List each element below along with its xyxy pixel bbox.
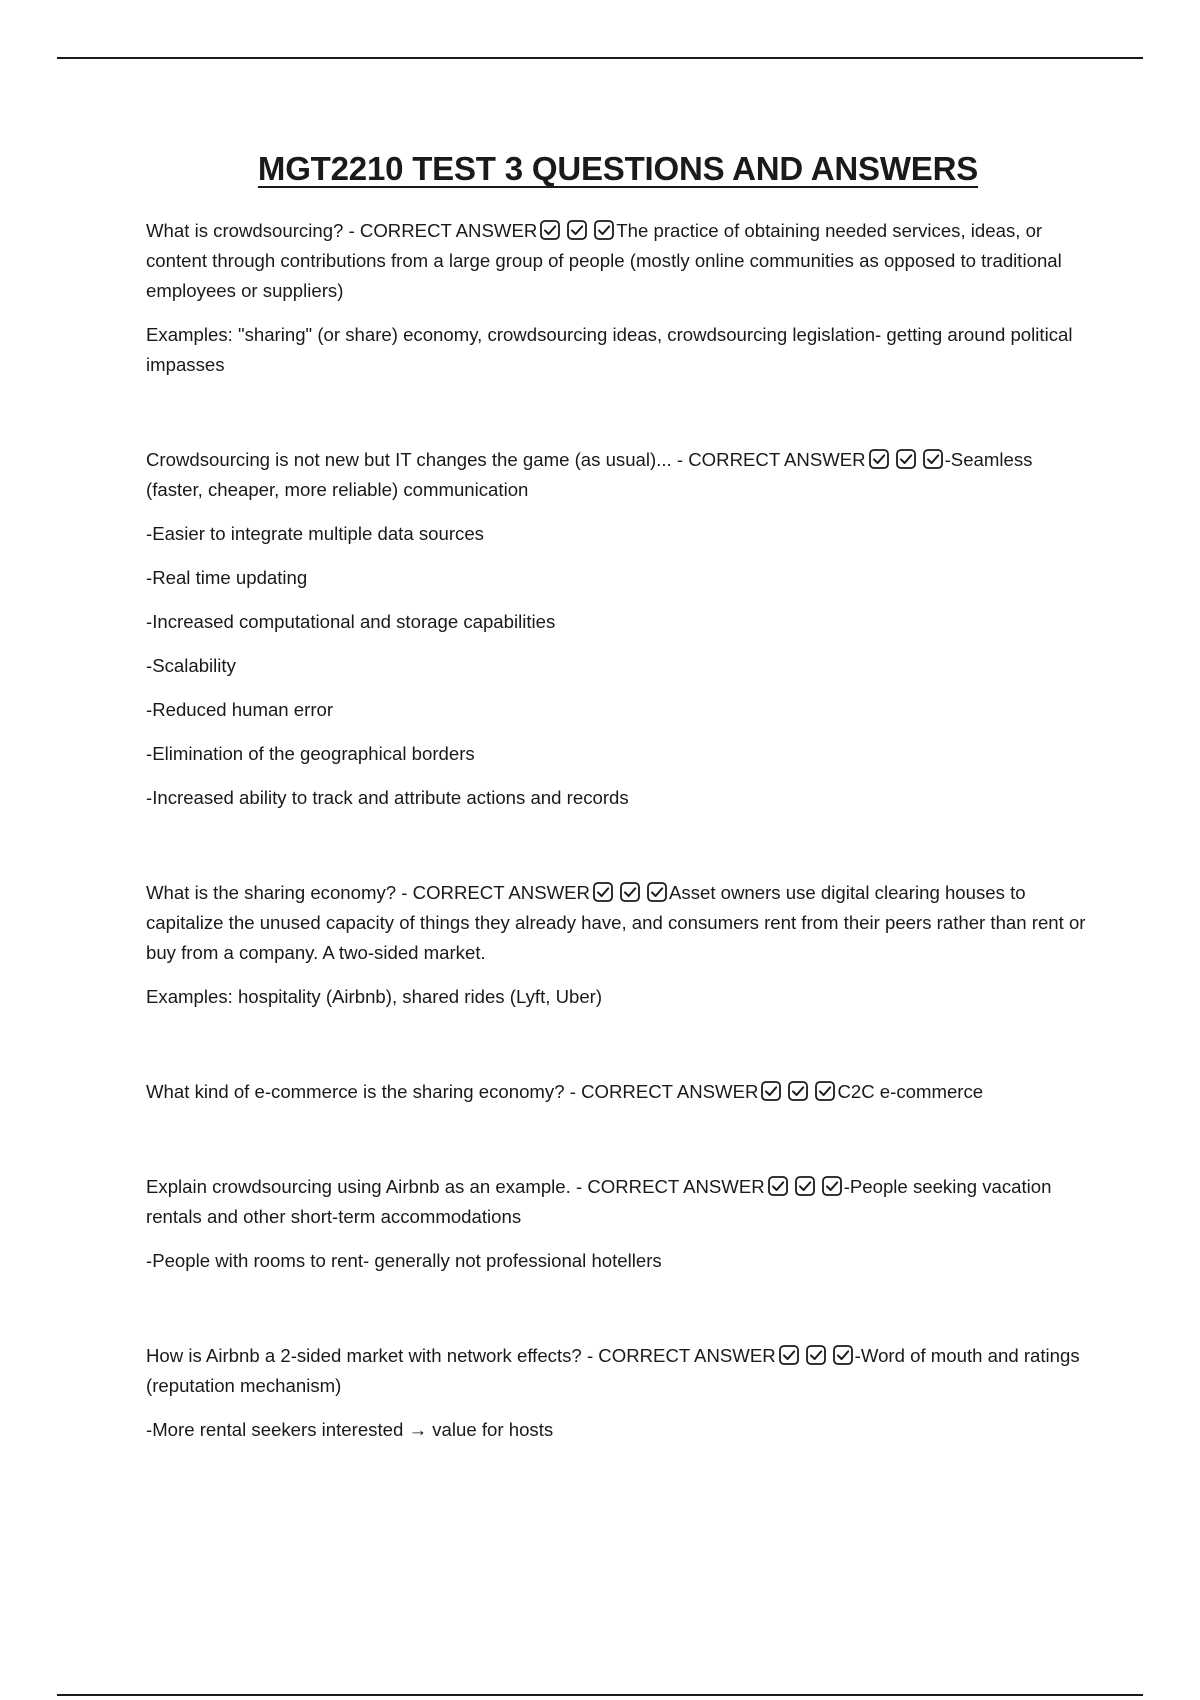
checkbox-checked-icon	[833, 1345, 853, 1365]
qa-item	[146, 1172, 1092, 1276]
checkbox-checked-icon	[806, 1345, 826, 1365]
check-marks	[761, 1081, 835, 1101]
qa-item	[146, 878, 1092, 1012]
checkbox-checked-icon	[567, 220, 587, 240]
checkbox-checked-icon	[822, 1176, 842, 1196]
correct-answer-label: - CORRECT ANSWER	[569, 1081, 759, 1102]
qa-question-answer	[146, 1341, 1092, 1401]
answer-text: Asset owners use digital clearing houses to capitalize the unused capacity of things they already have, and consumers rent from their peers rather than rent or buy from a company. A two-sided market.	[146, 882, 1086, 963]
checkbox-checked-icon	[896, 449, 916, 469]
question-text: How is Airbnb a 2-sided market with network effects?	[146, 1345, 582, 1366]
bottom-rule	[57, 1694, 1143, 1696]
checkbox-checked-icon	[768, 1176, 788, 1196]
correct-answer-label: - CORRECT ANSWER	[348, 220, 538, 241]
answer-detail-line: -Scalability	[146, 655, 236, 676]
checkbox-checked-icon	[540, 220, 560, 240]
qa-item	[146, 1341, 1092, 1445]
question-text: What is the sharing economy?	[146, 882, 397, 903]
answer-text: -People seeking vacation rentals and other short-term accommodations	[146, 1176, 1052, 1227]
answer-detail-line: -Real time updating	[146, 567, 308, 588]
correct-answer-label: - CORRECT ANSWER	[401, 882, 590, 903]
qa-item	[146, 216, 1092, 380]
question-text: Explain crowdsourcing using Airbnb as an example.	[146, 1176, 571, 1197]
qa-item	[146, 1077, 1092, 1107]
checkbox-checked-icon	[779, 1345, 799, 1365]
qa-question-answer	[146, 878, 1092, 968]
qa-question-answer	[146, 1172, 1092, 1232]
qa-question-answer	[146, 216, 1092, 306]
check-marks	[540, 220, 614, 240]
correct-answer-label: - CORRECT ANSWER	[575, 1176, 765, 1197]
top-rule	[57, 57, 1143, 59]
answer-detail-line: Examples: "sharing" (or share) economy, crowdsourcing ideas, crowdsourcing legislation- getting around political impasses	[146, 324, 1073, 375]
checkbox-checked-icon	[923, 449, 943, 469]
page-title: MGT2210 TEST 3 QUESTIONS AND ANSWERS	[257, 150, 979, 187]
answer-text: C2C e-commerce	[837, 1081, 984, 1102]
answer-detail-line: -Easier to integrate multiple data sources	[146, 523, 484, 544]
answer-text: -Seamless (faster, cheaper, more reliable) communication	[146, 449, 1033, 500]
checkbox-checked-icon	[869, 449, 889, 469]
answer-detail-line: -Increased computational and storage capabilities	[146, 611, 556, 632]
correct-answer-label: - CORRECT ANSWER	[586, 1345, 776, 1366]
answer-text: -Word of mouth and ratings (reputation mechanism)	[146, 1345, 1080, 1396]
answer-detail-line: -Increased ability to track and attribute actions and records	[146, 787, 629, 808]
checkbox-checked-icon	[788, 1081, 808, 1101]
question-text: What is crowdsourcing?	[146, 220, 344, 241]
qa-question-answer	[146, 1077, 1092, 1107]
answer-text: The practice of obtaining needed services, ideas, or content through contributions from a large group of people (mostly online communities as opposed to traditional employees or suppliers)	[146, 220, 1062, 301]
answer-detail-line: -People with rooms to rent- generally not professional hotellers	[146, 1250, 662, 1271]
check-marks	[779, 1345, 853, 1365]
checkbox-checked-icon	[647, 882, 667, 902]
qa-question-answer	[146, 445, 1092, 505]
answer-detail-line: Examples: hospitality (Airbnb), shared rides (Lyft, Uber)	[146, 986, 603, 1007]
checkbox-checked-icon	[620, 882, 640, 902]
checkbox-checked-icon	[593, 882, 613, 902]
checkbox-checked-icon	[594, 220, 614, 240]
check-marks	[768, 1176, 842, 1196]
answer-detail-line: -Reduced human error	[146, 699, 334, 720]
question-text: What kind of e-commerce is the sharing economy?	[146, 1081, 565, 1102]
correct-answer-label: - CORRECT ANSWER	[676, 449, 866, 470]
qa-content	[146, 216, 1092, 1510]
answer-detail-line: -Elimination of the geographical borders	[146, 743, 475, 764]
check-marks	[869, 449, 943, 469]
answer-detail-line: -More rental seekers interested → value for hosts	[146, 1419, 554, 1440]
checkbox-checked-icon	[795, 1176, 815, 1196]
question-text: Crowdsourcing is not new but IT changes the game (as usual)...	[146, 449, 672, 470]
qa-item	[146, 445, 1092, 813]
checkbox-checked-icon	[761, 1081, 781, 1101]
checkbox-checked-icon	[815, 1081, 835, 1101]
check-marks	[593, 882, 667, 902]
